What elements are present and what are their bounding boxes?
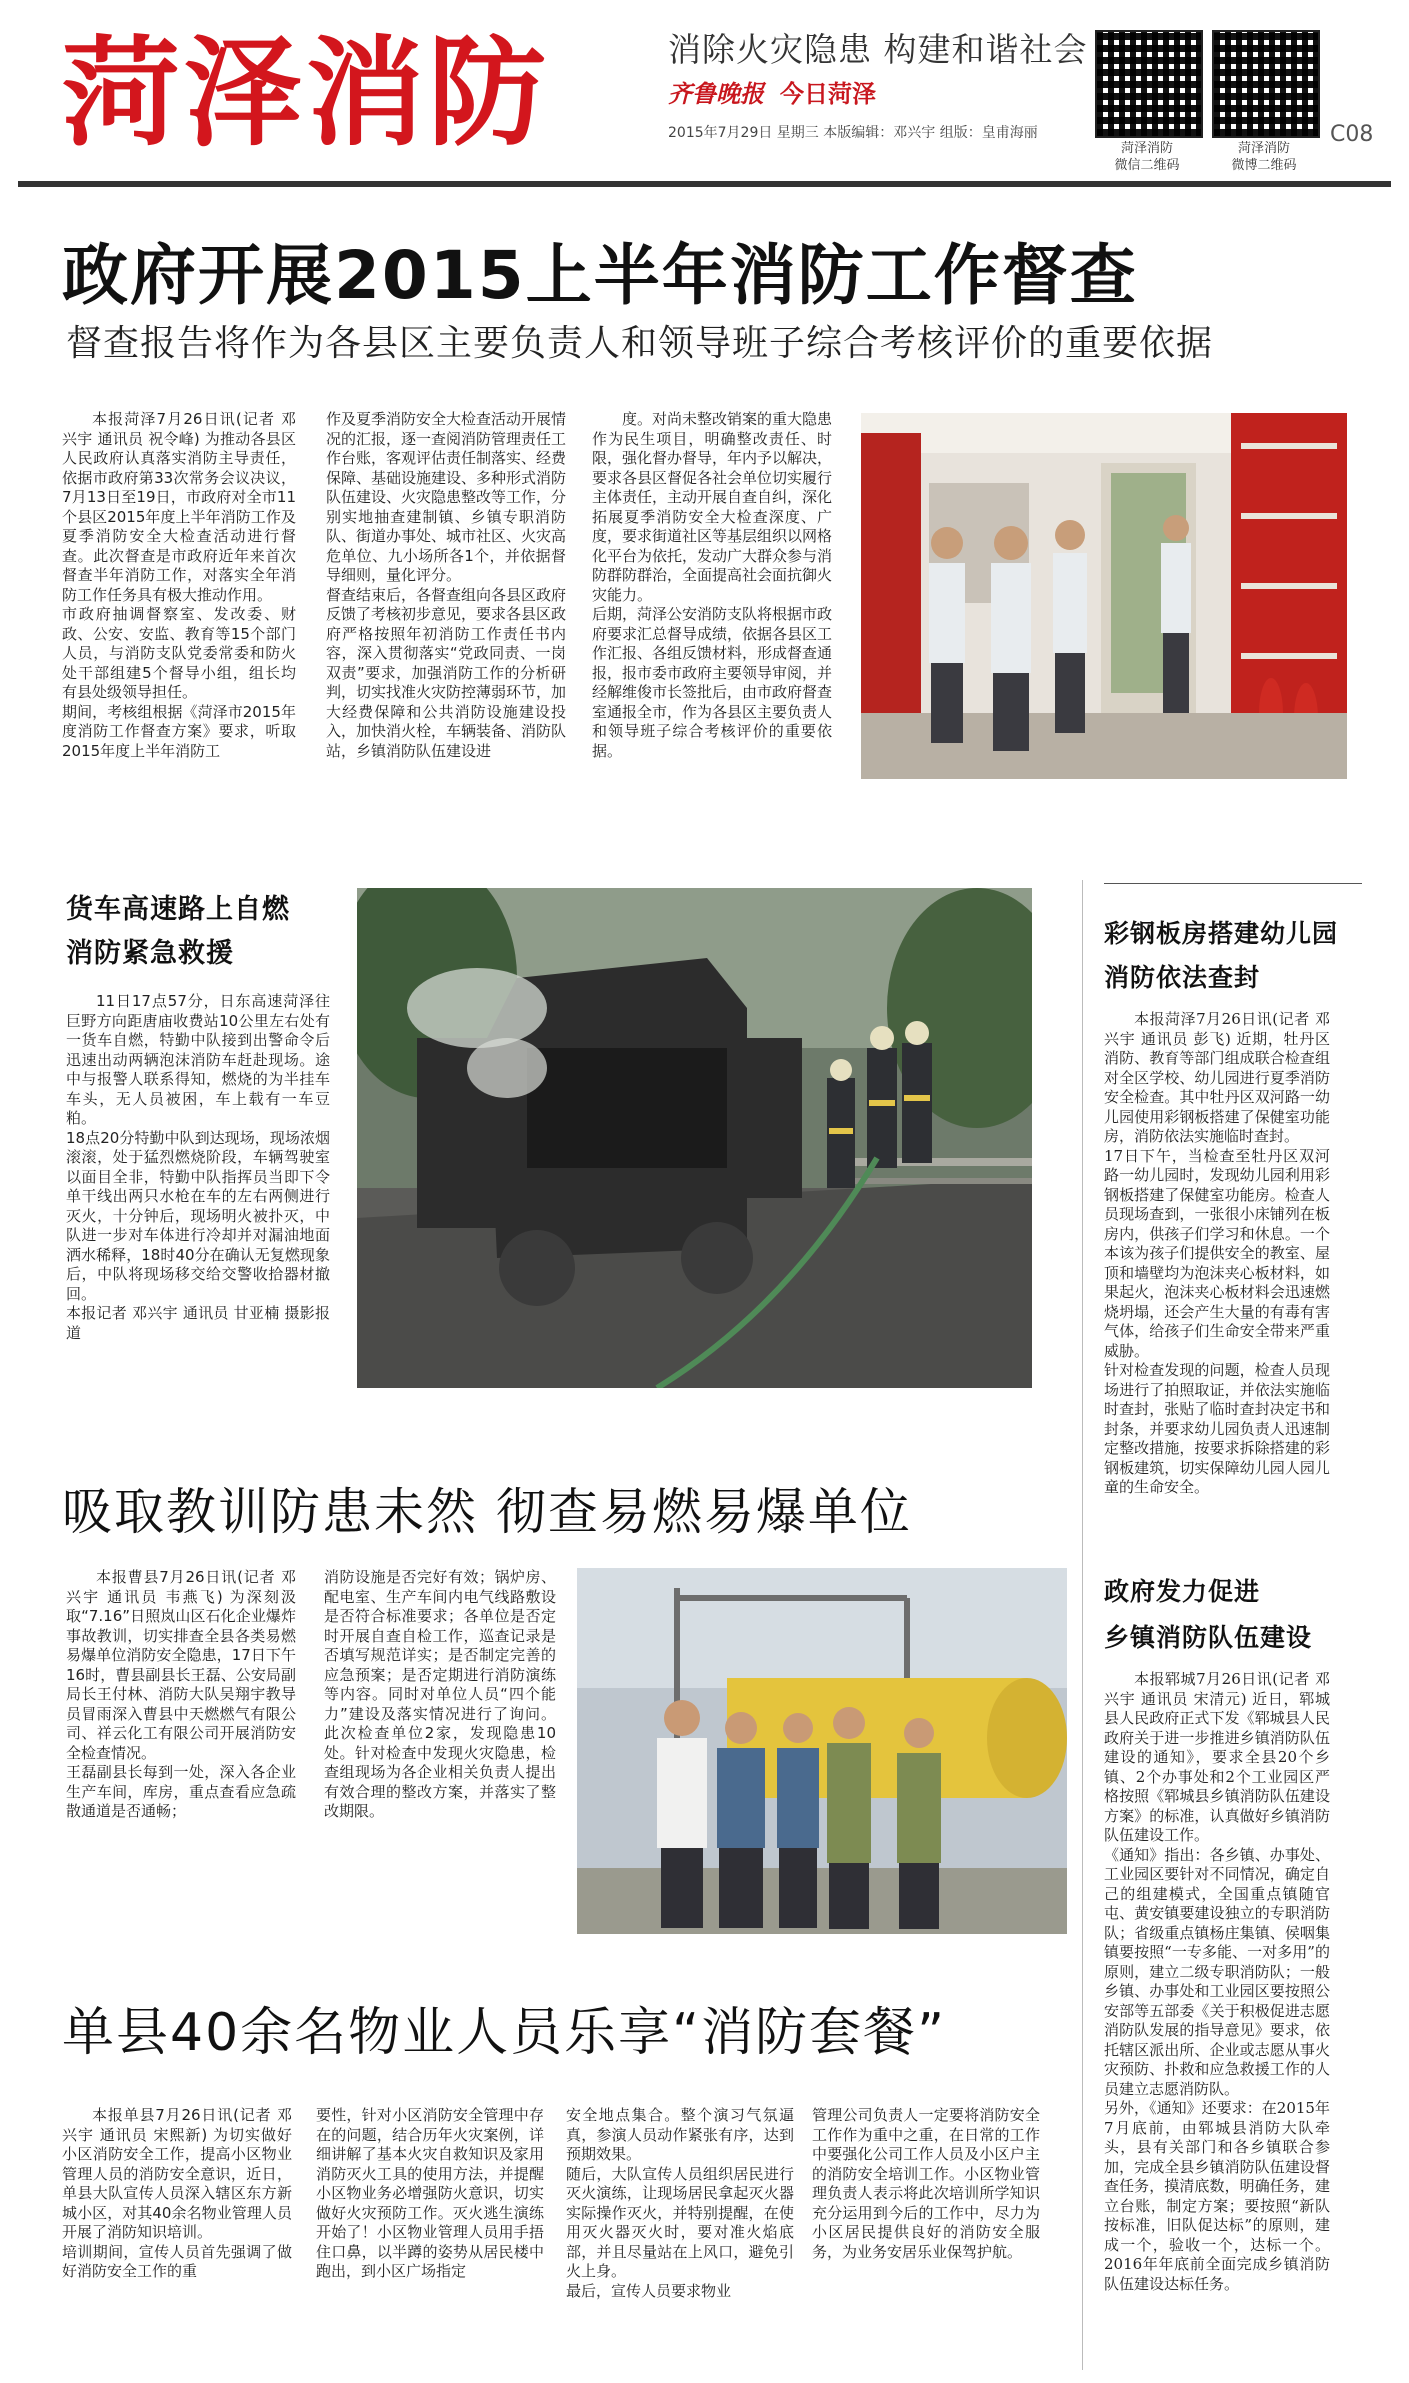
- weibo-qr-code: [1212, 30, 1320, 138]
- partner-edition: 今日菏泽: [780, 80, 876, 108]
- kindergarten-body: 本报菏泽7月26日讯(记者 邓兴宇 通讯员 彭飞) 近期，牡丹区消防、教育等部门组成联合检查组对全区学校、幼儿园进行夏季消防安全检查。其中牡丹区双河路一幼儿园使用彩钢板搭建了保健室功能房，消防依法实施临时查封。 17日下午，当检查至牡丹区双河路一幼儿园时，发现幼儿园利用彩钢板搭建了保健室功能房。检查人员现场查到，一张很小床铺列在板房内，供孩子们学习和休息。一个本该为孩子们提供安全的教室、屋顶和墙壁均为泡沫夹心板材料，如果起火，泡沫夹心板材料会迅速燃烧坍塌，还会产生大量的有毒有害气体，给孩子们生命安全带来严重威胁。 针对检查发现的问题，检查人员现场进行了拍照取证，并依法实施临时查封，张贴了临时查封决定书和封条，并要求幼儿园负责人迅速制定整改措施，按要求拆除搭建的彩钢板建筑，切实保障幼儿园人园儿童的生命安全。: [1104, 1010, 1330, 1496]
- article1-col3: 度。对尚未整改销案的重大隐患作为民生项目，明确整改责任、时限，强化督办督导，年内予以解决，要求各县区督促各社会单位切实履行主体责任，主动开展自查自纠，深化拓展夏季消防安全大检查深度、广度，要求街道社区等基层组织以网格化平台为依托，发动广大群众参与消防群防群治，全面提高社会面抗御火灾能力。 后期，菏泽公安消防支队将根据市政府要求汇总督导成绩，依据各县区工作汇报、各组反馈材料，形成督查通报，报市委市政府主要领导审阅，并经解维俊市长签批后，由市政府督查室通报全市，作为各县区主要负责人和领导班子综合考核评价的重要依据。: [592, 410, 832, 760]
- plant-inspection-photo: [577, 1568, 1067, 1934]
- wechat-qr-label: 菏泽消防 微信二维码: [1114, 141, 1180, 173]
- article2-col2: 消防设施是否完好有效；锅炉房、配电室、生产车间内电气线路敷设是否符合标准要求；各单位是否定时开展自查自检工作，巡查记录是否填写规范详实；是否制定完善的应急预案；是否定期进行消防演练等内容。同时对单位人员“四个能力”建设及落实情况进行了询问。此次检查单位2家，发现隐患10处。针对检查中发现火灾隐患，检查组现场为各企业相关负责人提出有效合理的整改方案，并落实了整改期限。: [324, 1568, 556, 1820]
- article1-headline: 政府开展2015上半年消防工作督查: [62, 237, 1138, 314]
- sidebar-separator: [1082, 880, 1083, 2370]
- sidebar-top-rule: [1104, 883, 1362, 884]
- masthead-divider: [18, 181, 1391, 187]
- article1-col1: 本报菏泽7月26日讯(记者 邓兴宇 通讯员 祝令峰) 为推动各县区人民政府认真落实消防主导责任，依据市政府第33次常务会议决议，7月13日至19日，市政府对全市11个县区2015年度上半年消防工作及夏季消防安全大检查活动进行督查。此次督查是市政府近年来首次督查半年消防工作，对落实全年消防工作任务具有极大推动作用。 市政府抽调督察室、发改委、财政、公安、安监、教育等15个部门人员，与消防支队党委常委和防火处干部组建5个督导小组，组长均有县处级领导担任。 期间，考核组根据《菏泽市2015年度消防工作督查方案》要求，听取2015年度上半年消防工: [62, 410, 296, 760]
- weibo-qr-label: 菏泽消防 微博二维码: [1231, 141, 1297, 173]
- truck-body: 11日17点57分，日东高速菏泽往巨野方向距唐庙收费站10公里左右处有一货车自燃，特勤中队接到出警命令后迅速出动两辆泡沫消防车赶赴现场。途中与报警人联系得知，燃烧的为半挂车车头，无人员被困，车上载有一车豆粕。 18点20分特勤中队到达现场，现场浓烟滚滚，处于猛烈燃烧阶段，车辆驾驶室以面目全非，特勤中队指挥员当即下令单干线出两只水枪在车的左右两侧进行灭火，十分钟后，现场明火被扑灭，中队进一步对车体进行冷却并对漏油地面洒水稀释，18时40分在确认无复燃现象后，中队将现场移交给交警收拾器材撤回。 本报记者 邓兴宇 通讯员 甘亚楠 摄影报道: [66, 992, 330, 1342]
- kindergarten-headline-line1: 彩钢板房搭建幼儿园: [1104, 919, 1339, 948]
- article2-headline: 吸取教训防患未然 彻查易燃易爆单位: [62, 1483, 912, 1541]
- inspection-photo: [861, 413, 1347, 779]
- page-number: C08: [1330, 122, 1374, 147]
- article3-col1: 本报单县7月26日讯(记者 邓兴宇 通讯员 宋熙新) 为切实做好小区消防安全工作，提高小区物业管理人员的消防安全意识，近日，单县大队宣传人员深入辖区东方新城小区，对其40余名物业管理人员开展了消防知识培训。 培训期间，宣传人员首先强调了做好消防安全工作的重: [62, 2106, 292, 2280]
- kindergarten-headline-line2: 消防依法查封: [1104, 963, 1261, 992]
- township-body: 本报郓城7月26日讯(记者 邓兴宇 通讯员 宋清元) 近日，郓城县人民政府正式下发《郓城县人民政府关于进一步推进乡镇消防队伍建设的通知》，要求全县20个乡镇、2个办事处和2个工业园区严格按照《郓城县乡镇消防队伍建设方案》的标准，认真做好乡镇消防队伍建设工作。 《通知》指出：各乡镇、办事处、工业园区要针对不同情况，确定自己的组建模式，全国重点镇随官屯、黄安镇要建设独立的专职消防队；省级重点镇杨庄集镇、侯咽集镇要按照“一专多能、一对多用”的原则，建立二级专职消防队；一般乡镇、办事处和工业园区要按照公安部等五部委《关于积极促进志愿消防队发展的指导意见》要求，依托辖区派出所、企业或志愿从事火灾预防、扑救和应急救援工作的人员建立志愿消防队。 另外，《通知》还要求：在2015年7月底前，由郓城县消防大队牵头，县有关部门和各乡镇联合参加，完成全县乡镇消防队伍建设督查任务，摸清底数，明确任务，建立台账，制定方案；要按照“新队按标准，旧队促达标”的原则，建成一个，验收一个，达标一个。2016年年底前全面完成乡镇消防队伍建设达标任务。: [1104, 1670, 1330, 2293]
- wechat-qr-code: [1095, 30, 1203, 138]
- issue-meta: 2015年7月29日 星期三 本版编辑：邓兴宇 组版：皇甫海丽: [668, 125, 1038, 141]
- article1-subheadline: 督查报告将作为各县区主要负责人和领导班子综合考核评价的重要依据: [66, 323, 1214, 364]
- township-headline-line1: 政府发力促进: [1104, 1577, 1261, 1606]
- article1-col2: 作及夏季消防安全大检查活动开展情况的汇报，逐一查阅消防管理责任工作台账，客观评估责任制落实、经费保障、基础设施建设、多种形式消防队伍建设、火灾隐患整改等工作，分别实地抽查建制镇、乡镇专职消防队、街道办事处、城市社区、火灾高危单位、九小场所各1个，并依据督导细则，量化评分。 督查结束后，各督查组向各县区政府反馈了考核初步意见，要求各县区政府严格按照年初消防工作责任书内容，深入贯彻落实“党政同责、一岗双责”要求，加强消防工作的分析研判，切实找准火灾防控薄弱环节，加大经费保障和公共消防设施建设投入，加快消火栓，车辆装备、消防队站，乡镇消防队伍建设进: [326, 410, 566, 760]
- township-headline-line2: 乡镇消防队伍建设: [1104, 1623, 1313, 1652]
- article3-col2: 要性，针对小区消防安全管理中存在的问题，结合历年火灾案例，详细讲解了基本火灾自救知识及家用消防灭火工具的使用方法，并提醒小区物业务必增强防火意识，切实做好火灾预防工作。灭火逃生演练开始了！小区物业管理人员用手捂住口鼻，以半蹲的姿势从居民楼中跑出，到小区广场指定: [316, 2106, 544, 2280]
- partner-logo: 齐鲁晚报: [668, 79, 764, 108]
- masthead-slogan: 消除火灾隐患 构建和谐社会: [668, 30, 1088, 69]
- masthead-title: 菏泽消防: [62, 24, 551, 162]
- burned-truck-photo: [357, 888, 1032, 1388]
- article2-col1: 本报曹县7月26日讯(记者 邓兴宇 通讯员 韦燕飞) 为深刻汲取“7.16”日照岚山区石化企业爆炸事故教训，切实排查全县各类易燃易爆单位消防安全隐患，17日下午16时，曹县副县长王磊、公安局副局长王付林、消防大队吴翔宇教导员冒雨深入曹县中天燃燃气有限公司、祥云化工有限公司开展消防安全检查情况。 王磊副县长每到一处，深入各企业生产车间，库房，重点查看应急疏散通道是否通畅；: [66, 1568, 296, 1820]
- article3-headline: 单县40余名物业人员乐享“消防套餐”: [62, 2003, 947, 2063]
- article3-col3: 安全地点集合。整个演习气氛逼真，参演人员动作紧张有序，达到预期效果。 随后，大队宣传人员组织居民进行灭火演练，让现场居民拿起灭火器实际操作灭火，并特别提醒，在使用灭火器灭火时，要对准火焰底部，并且尽量站在上风口，避免引火上身。 最后，宣传人员要求物业: [566, 2106, 794, 2300]
- truck-headline-line2: 消防紧急救援: [66, 938, 234, 969]
- article3-col4: 管理公司负责人一定要将消防安全工作作为重中之重，在日常的工作中要强化公司工作人员及小区户主的消防安全培训工作。小区物业管理负责人表示将此次培训所学知识充分运用到今后的工作中，尽力为小区居民提供良好的消防安全服务，为业务安居乐业保驾护航。: [812, 2106, 1040, 2261]
- truck-headline-line1: 货车高速路上自燃: [66, 894, 290, 925]
